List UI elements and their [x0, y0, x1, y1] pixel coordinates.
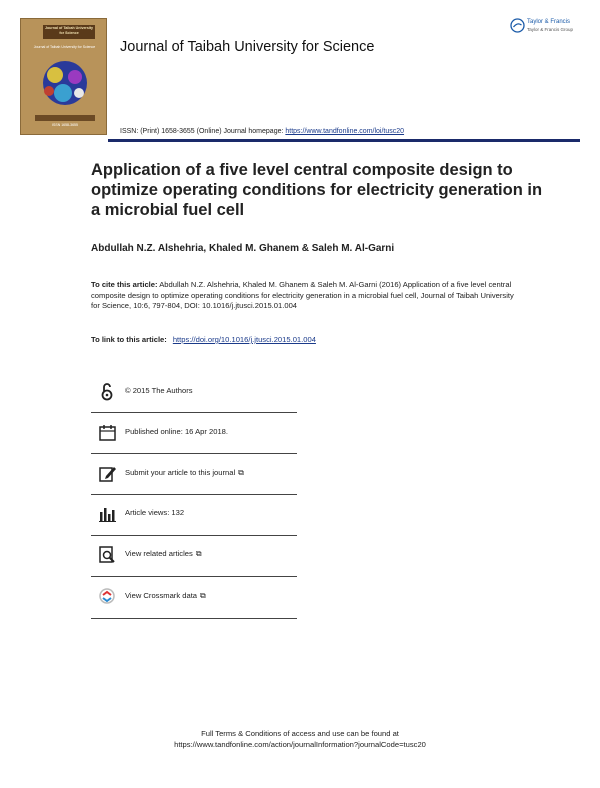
cover-footer: ISSN 1658-3655	[52, 123, 78, 127]
article-authors: Abdullah N.Z. Alshehria, Khaled M. Ghanem & Saleh M. Al-Garni	[91, 243, 395, 254]
crossmark-label: View Crossmark data	[125, 591, 198, 600]
article-views-text: Article views: 132	[125, 508, 185, 517]
header-rule	[108, 139, 580, 142]
related-icon	[98, 546, 118, 564]
link-label: To link to this article:	[91, 335, 167, 344]
cover-title: Journal of Taibah University for Science	[43, 25, 95, 39]
cover-bar	[35, 115, 95, 121]
article-views-row	[98, 505, 298, 523]
related-articles-link[interactable]	[125, 549, 202, 559]
submit-article-label: Submit your article to this journal	[125, 468, 236, 477]
cover-artwork	[35, 57, 95, 109]
external-link-icon: ⧉	[200, 591, 206, 600]
related-articles-row[interactable]	[98, 546, 298, 564]
publisher-logo-name: Taylor & Francis	[527, 19, 571, 25]
publisher-logo-icon	[510, 18, 525, 33]
copyright-row	[98, 383, 298, 401]
citation-text: Abdullah N.Z. Alshehria, Khaled M. Ghanem & Saleh M. Al-Garni (2016) Application of a five level central composite design to optimize operating conditions for electricity generation in a microbial fuel cell, Journal of Taibah University for Science, 10:6, 797-804, DOI: 10.1016/j.jtusci.2015.01.004	[91, 280, 514, 311]
published-row	[98, 424, 298, 442]
cover-subtitle: Journal of Taibah University for Science	[33, 45, 96, 49]
journal-cover-image	[20, 18, 107, 135]
citation-label: To cite this article:	[91, 280, 158, 289]
row-divider	[91, 535, 297, 536]
crossmark-row[interactable]	[98, 588, 298, 606]
row-divider	[91, 412, 297, 413]
submit-article-link[interactable]	[125, 468, 244, 478]
related-articles-label: View related articles	[125, 549, 193, 558]
row-divider	[91, 618, 297, 619]
citation-block	[91, 280, 521, 312]
page-footer	[0, 728, 600, 750]
issn-text: ISSN: (Print) 1658-3655 (Online) Journal homepage:	[120, 128, 286, 135]
link-line	[91, 335, 316, 344]
footer-terms-link[interactable]: https://www.tandfonline.com/action/journalInformation?journalCode=tusc20	[174, 740, 426, 749]
journal-homepage-link[interactable]: https://www.tandfonline.com/loi/tusc20	[285, 128, 405, 135]
issn-line	[120, 128, 404, 135]
row-divider	[91, 494, 297, 495]
bar-chart-icon	[98, 505, 118, 523]
article-title: Application of a five level central composite design to optimize operating conditions for electricity generation in a microbial fuel cell	[91, 161, 543, 219]
copyright-text: © 2015 The Authors	[125, 386, 193, 395]
journal-title[interactable]: Journal of Taibah University for Science	[120, 39, 375, 55]
submit-article-row[interactable]	[98, 465, 298, 483]
open-access-icon	[98, 383, 118, 401]
calendar-icon	[98, 424, 118, 442]
crossmark-icon	[98, 588, 118, 606]
external-link-icon: ⧉	[195, 549, 202, 558]
publisher-logo-subtext: Taylor & Francis Group	[527, 27, 574, 32]
publisher-logo[interactable]	[510, 18, 582, 38]
doi-link[interactable]: https://doi.org/10.1016/j.jtusci.2015.01.004	[172, 335, 316, 344]
submit-icon	[98, 465, 118, 483]
crossmark-link[interactable]	[125, 591, 206, 601]
row-divider	[91, 576, 297, 577]
row-divider	[91, 453, 297, 454]
footer-terms-text: Full Terms & Conditions of access and use can be found at	[201, 729, 399, 738]
published-date-text: Published online: 16 Apr 2018.	[125, 427, 229, 436]
external-link-icon: ⧉	[238, 468, 244, 477]
